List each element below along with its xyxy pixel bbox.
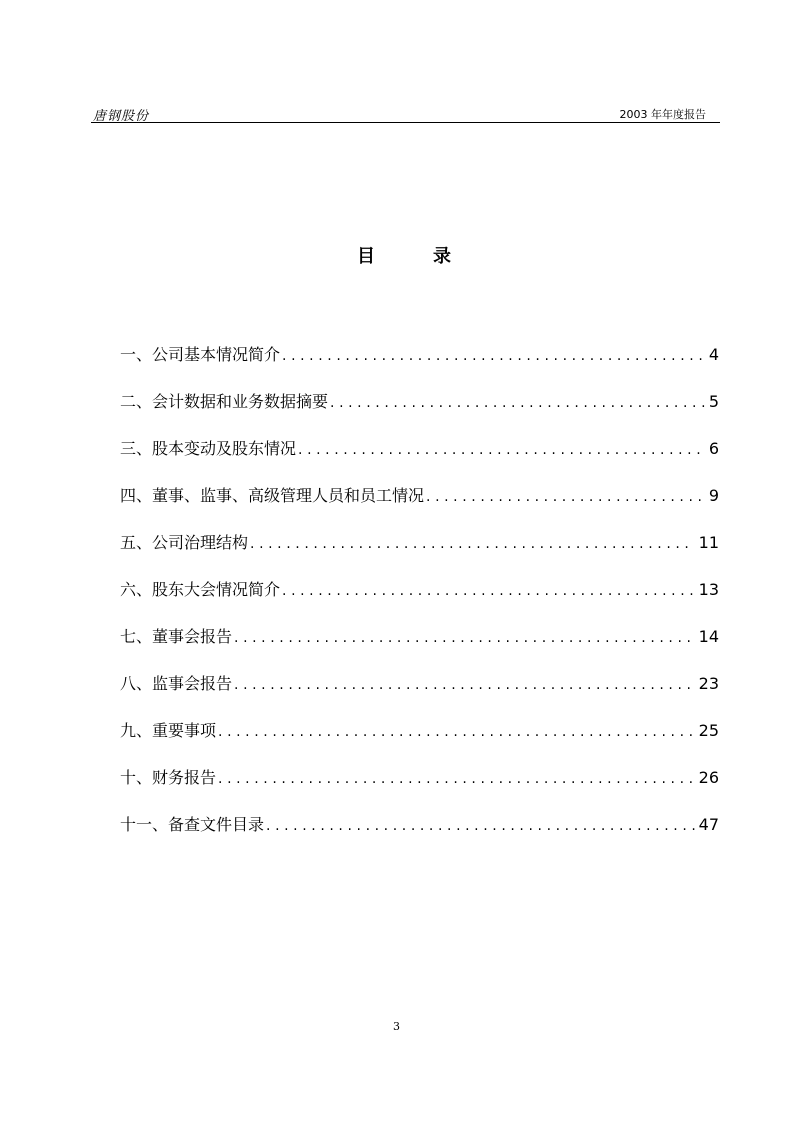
- toc-leader-dots: [234, 677, 695, 693]
- toc-entry-page: 4: [708, 345, 719, 364]
- toc-entry-label: 三、股本变动及股东情况: [120, 439, 297, 458]
- toc-entry-page: 14: [698, 627, 719, 646]
- toc-leader-dots: [266, 818, 695, 834]
- toc-entry-label: 七、董事会报告: [120, 627, 233, 646]
- toc-leader-dots: [282, 583, 695, 599]
- toc-entry[interactable]: [120, 577, 719, 624]
- toc-entry-label: 二、会计数据和业务数据摘要: [120, 392, 329, 411]
- toc-entry-page: 9: [708, 486, 719, 505]
- toc-leader-dots: [426, 489, 705, 505]
- toc-entry[interactable]: [120, 389, 719, 436]
- toc-entry-page: 26: [698, 768, 719, 787]
- toc-entry-page: 11: [698, 533, 719, 552]
- toc-entry-page: 13: [698, 580, 719, 599]
- toc-entry-page: 25: [698, 721, 719, 740]
- toc-entry-page: 5: [708, 392, 719, 411]
- toc-entry[interactable]: [120, 530, 719, 577]
- toc-entry-label: 十一、备查文件目录: [120, 815, 265, 834]
- toc-leader-dots: [234, 630, 695, 646]
- toc-entry[interactable]: [120, 342, 719, 389]
- toc-entry[interactable]: [120, 483, 719, 530]
- toc-entry-label: 八、监事会报告: [120, 674, 233, 693]
- toc-entry[interactable]: [120, 436, 719, 483]
- toc-entry-label: 九、重要事项: [120, 721, 217, 740]
- toc-entry-page: 47: [698, 815, 719, 834]
- toc-entry[interactable]: [120, 765, 719, 812]
- report-title: 2003 年年度报告: [619, 108, 706, 121]
- toc-entry-label: 一、公司基本情况简介: [120, 345, 281, 364]
- toc-title-char-2: 录: [433, 246, 451, 267]
- table-of-contents: [120, 342, 719, 859]
- toc-entry-label: 四、董事、监事、高级管理人员和员工情况: [120, 486, 425, 505]
- toc-entry[interactable]: [120, 624, 719, 671]
- toc-leader-dots: [250, 536, 695, 552]
- toc-leader-dots: [282, 348, 705, 364]
- toc-leader-dots: [298, 442, 705, 458]
- page-number: 3: [393, 1020, 400, 1033]
- toc-entry-page: 6: [708, 439, 719, 458]
- toc-entry-label: 十、财务报告: [120, 768, 217, 787]
- toc-entry[interactable]: [120, 718, 719, 765]
- toc-title: [357, 242, 451, 268]
- toc-entry-label: 六、股东大会情况简介: [120, 580, 281, 599]
- toc-title-char-1: 目: [357, 246, 375, 267]
- toc-leader-dots: [218, 724, 695, 740]
- company-name: 唐钢股份: [93, 109, 150, 124]
- toc-leader-dots: [218, 771, 695, 787]
- toc-entry-page: 23: [698, 674, 719, 693]
- toc-entry[interactable]: [120, 671, 719, 718]
- toc-entry[interactable]: [120, 812, 719, 859]
- page-header: [91, 104, 720, 123]
- toc-leader-dots: [330, 395, 705, 411]
- toc-entry-label: 五、公司治理结构: [120, 533, 249, 552]
